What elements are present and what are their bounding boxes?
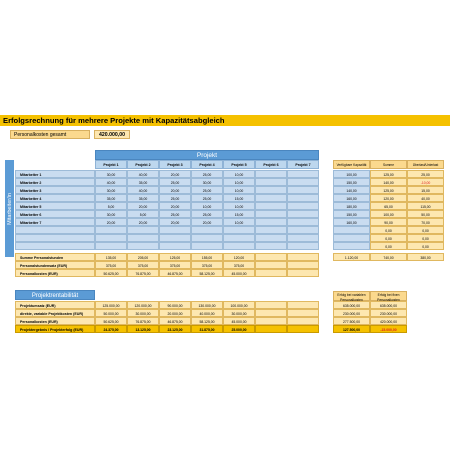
profit-value-cell[interactable]: 40.000,00 xyxy=(191,309,223,317)
employee-hours-cell[interactable] xyxy=(287,234,319,242)
profit-value-cell[interactable]: 20.000,00 xyxy=(159,309,191,317)
employee-hours-cell[interactable]: 5,00 xyxy=(127,210,159,218)
erfolg-variabel-cell: 127.500,00 xyxy=(333,325,370,333)
profit-value-cell[interactable]: 46.875,00 xyxy=(159,317,191,325)
employee-hours-cell[interactable]: 35,00 xyxy=(95,194,127,202)
profit-value-cell[interactable]: 50.000,00 xyxy=(95,309,127,317)
employee-hours-cell[interactable] xyxy=(287,210,319,218)
side-label-mitarbeiter xyxy=(5,160,14,257)
summary-value-cell: 375,00 xyxy=(191,261,223,269)
employee-name: Mitarbeiter 2 xyxy=(15,178,95,186)
overload-cell: 0,00 xyxy=(407,226,444,234)
employee-hours-cell[interactable]: 25,00 xyxy=(159,210,191,218)
capacity-cell[interactable]: 100,00 xyxy=(333,170,370,178)
employee-hours-cell[interactable]: 40,00 xyxy=(95,178,127,186)
sum-cell: 0,00 xyxy=(370,234,407,242)
personalkosten-value-cell[interactable]: 420.000,00 xyxy=(94,130,130,139)
overload-cell: 40,00 xyxy=(407,194,444,202)
employee-hours-cell[interactable]: 25,00 xyxy=(191,170,223,178)
erfolg-variabel-cell: 277.500,00 xyxy=(333,317,370,325)
employee-hours-cell[interactable] xyxy=(287,170,319,178)
summary-row-label: Personalkosten (EUR) xyxy=(15,269,95,277)
summary-value-cell: 46.875,00 xyxy=(159,269,191,277)
sum-cell: 0,00 xyxy=(370,226,407,234)
projektrentabilitaet-header: Projektrentabilität xyxy=(15,290,95,300)
profit-value-cell[interactable]: 125.000,00 xyxy=(95,301,127,309)
employee-hours-cell[interactable]: 20,00 xyxy=(159,218,191,226)
capacity-cell[interactable]: 160,00 xyxy=(333,194,370,202)
project-column-header: Projekt 3 xyxy=(159,160,191,169)
erfolg-variabel-cell: 635.000,00 xyxy=(333,301,370,309)
employee-hours-cell[interactable] xyxy=(255,170,287,178)
employee-hours-cell[interactable] xyxy=(255,186,287,194)
overload-cell: 0,00 xyxy=(407,234,444,242)
summary-value-cell: 375,00 xyxy=(159,261,191,269)
employee-hours-cell[interactable]: 20,00 xyxy=(159,186,191,194)
profit-value-cell[interactable]: 45.000,00 xyxy=(223,317,255,325)
employee-hours-cell[interactable] xyxy=(255,226,287,234)
profit-value-cell[interactable] xyxy=(287,309,319,317)
summary-value-cell: 50.625,00 xyxy=(95,269,127,277)
employee-hours-cell[interactable]: 20,00 xyxy=(95,218,127,226)
summary-value-cell: 375,00 xyxy=(127,261,159,269)
employee-hours-cell[interactable] xyxy=(159,234,191,242)
personalkosten-label: Personalkosten gesamt xyxy=(10,130,90,139)
profit-value-cell[interactable]: 58.125,00 xyxy=(191,317,223,325)
profit-value-cell[interactable] xyxy=(255,317,287,325)
employee-hours-cell[interactable] xyxy=(223,242,255,250)
employee-hours-cell[interactable] xyxy=(191,226,223,234)
employee-hours-cell[interactable] xyxy=(127,242,159,250)
profit-value-cell[interactable]: 130.000,00 xyxy=(191,301,223,309)
summary-value-cell: 76.875,00 xyxy=(127,269,159,277)
employee-hours-cell[interactable] xyxy=(255,202,287,210)
erfolg-fix-cell: -15.000,00 xyxy=(370,325,407,333)
profit-row-label: direkte, variable Projektkosten (EUR) xyxy=(15,309,95,317)
employee-name xyxy=(15,234,95,242)
total-diff-cell: 380,00 xyxy=(407,253,444,261)
summary-value-cell: 375,00 xyxy=(223,261,255,269)
summary-value-cell: 375,00 xyxy=(95,261,127,269)
employee-hours-cell[interactable] xyxy=(255,210,287,218)
employee-hours-cell[interactable] xyxy=(223,234,255,242)
capacity-cell[interactable]: 180,00 xyxy=(333,202,370,210)
employee-hours-cell[interactable] xyxy=(95,242,127,250)
summary-value-cell: 135,00 xyxy=(95,253,127,261)
summary-value-cell xyxy=(255,269,287,277)
overload-cell: 115,00 xyxy=(407,202,444,210)
profit-value-cell[interactable] xyxy=(287,317,319,325)
sum-cell: 0,00 xyxy=(370,242,407,250)
erfolg-fix-cell: 420.000,00 xyxy=(370,317,407,325)
summary-value-cell: 45.000,00 xyxy=(223,269,255,277)
employee-hours-cell[interactable]: 10,00 xyxy=(223,186,255,194)
overload-cell: 25,00 xyxy=(407,170,444,178)
employee-hours-cell[interactable] xyxy=(159,226,191,234)
overload-cell: 70,00 xyxy=(407,218,444,226)
employee-hours-cell[interactable]: 30,00 xyxy=(191,178,223,186)
employee-hours-cell[interactable]: 20,00 xyxy=(127,202,159,210)
employee-hours-cell[interactable] xyxy=(191,234,223,242)
verfuegbare-kapazitaet-header: Verfügbare Kapazität xyxy=(333,160,370,169)
employee-hours-cell[interactable] xyxy=(287,218,319,226)
employee-hours-cell[interactable] xyxy=(127,234,159,242)
profit-value-cell[interactable]: 100.000,00 xyxy=(223,301,255,309)
summary-value-cell xyxy=(287,253,319,261)
employee-hours-cell[interactable]: 15,00 xyxy=(223,194,255,202)
employee-hours-cell[interactable]: 10,00 xyxy=(223,178,255,186)
profit-value-cell[interactable] xyxy=(255,309,287,317)
employee-hours-cell[interactable]: 25,00 xyxy=(191,194,223,202)
erfolg-variabel-cell: 230.000,00 xyxy=(333,309,370,317)
employee-hours-cell[interactable]: 25,00 xyxy=(191,186,223,194)
employee-hours-cell[interactable] xyxy=(255,242,287,250)
capacity-cell[interactable]: 140,00 xyxy=(333,186,370,194)
sum-cell: 125,00 xyxy=(370,170,407,178)
employee-hours-cell[interactable]: 35,00 xyxy=(127,194,159,202)
projekt-header: Projekt xyxy=(95,150,319,160)
profit-row-label: Projektumsatz (EUR) xyxy=(15,301,95,309)
capacity-cell[interactable]: 150,00 xyxy=(333,210,370,218)
employee-hours-cell[interactable] xyxy=(287,186,319,194)
side-label-text: Mitarbeiter/in xyxy=(6,192,13,225)
profit-value-cell[interactable]: 90.000,00 xyxy=(159,301,191,309)
employee-hours-cell[interactable]: 10,00 xyxy=(223,218,255,226)
employee-hours-cell[interactable]: 35,00 xyxy=(127,178,159,186)
summary-row-label: Summe Personalstunden xyxy=(15,253,95,261)
profit-value-cell[interactable]: 30.000,00 xyxy=(223,309,255,317)
employee-hours-cell[interactable] xyxy=(287,194,319,202)
erfolg-variabel-header: Erfolg bei variablen Personalkosten xyxy=(333,291,370,301)
employee-hours-cell[interactable] xyxy=(287,202,319,210)
employee-hours-cell[interactable]: 25,00 xyxy=(159,178,191,186)
summary-value-cell: 205,00 xyxy=(127,253,159,261)
project-column-header: Projekt 7 xyxy=(287,160,319,169)
employee-hours-cell[interactable] xyxy=(255,194,287,202)
project-column-header: Projekt 5 xyxy=(223,160,255,169)
profit-value-cell[interactable]: 30.000,00 xyxy=(127,309,159,317)
summe-header: Summe xyxy=(370,160,407,169)
overload-cell: 0,00 xyxy=(407,242,444,250)
profit-value-cell[interactable]: 76.875,00 xyxy=(127,317,159,325)
profit-value-cell[interactable]: 23.125,00 xyxy=(159,325,191,333)
project-column-header: Projekt 1 xyxy=(95,160,127,169)
overload-cell: 50,00 xyxy=(407,210,444,218)
erfolg-fix-cell: 635.000,00 xyxy=(370,301,407,309)
summary-value-cell: 120,00 xyxy=(223,253,255,261)
employee-name xyxy=(15,242,95,250)
employee-hours-cell[interactable] xyxy=(95,226,127,234)
employee-hours-cell[interactable]: 40,00 xyxy=(127,186,159,194)
profit-value-cell[interactable] xyxy=(255,301,287,309)
summary-value-cell xyxy=(255,261,287,269)
employee-hours-cell[interactable]: 25,00 xyxy=(191,210,223,218)
capacity-cell[interactable]: 160,00 xyxy=(333,218,370,226)
employee-hours-cell[interactable] xyxy=(127,226,159,234)
employee-hours-cell[interactable] xyxy=(255,218,287,226)
employee-hours-cell[interactable]: 25,00 xyxy=(159,194,191,202)
employee-hours-cell[interactable] xyxy=(255,234,287,242)
employee-name: Mitarbeiter 6 xyxy=(15,210,95,218)
profit-value-cell[interactable]: 24.375,00 xyxy=(95,325,127,333)
profit-value-cell[interactable]: 13.125,00 xyxy=(127,325,159,333)
sum-cell: 125,00 xyxy=(370,186,407,194)
erfolg-fix-header: Erfolg bei fixen Personalkosten xyxy=(370,291,407,301)
employee-hours-cell[interactable] xyxy=(95,234,127,242)
employee-name: Mitarbeiter 5 xyxy=(15,202,95,210)
employee-hours-cell[interactable]: 10,00 xyxy=(223,170,255,178)
employee-name: Mitarbeiter 1 xyxy=(15,170,95,178)
total-sum-cell: 740,00 xyxy=(370,253,407,261)
summary-value-cell xyxy=(287,261,319,269)
total-capacity-cell: 1.120,00 xyxy=(333,253,370,261)
employee-hours-cell[interactable] xyxy=(255,178,287,186)
employee-name: Mitarbeiter 7 xyxy=(15,218,95,226)
employee-name xyxy=(15,226,95,234)
profit-value-cell[interactable]: 120.000,00 xyxy=(127,301,159,309)
overload-cell: 15,00 xyxy=(407,186,444,194)
employee-hours-cell[interactable] xyxy=(159,242,191,250)
summary-row-label: Personalstundensatz (EUR) xyxy=(15,261,95,269)
summary-value-cell: 125,00 xyxy=(159,253,191,261)
sum-cell: 140,00 xyxy=(370,178,407,186)
summary-value-cell: 155,00 xyxy=(191,253,223,261)
employee-hours-cell[interactable]: 20,00 xyxy=(127,218,159,226)
project-column-header: Projekt 4 xyxy=(191,160,223,169)
employee-hours-cell[interactable]: 5,00 xyxy=(95,202,127,210)
employee-hours-cell[interactable]: 10,00 xyxy=(191,202,223,210)
employee-hours-cell[interactable]: 30,00 xyxy=(95,170,127,178)
sum-cell: 100,00 xyxy=(370,210,407,218)
capacity-cell[interactable] xyxy=(333,234,370,242)
employee-hours-cell[interactable] xyxy=(223,226,255,234)
erfolg-fix-cell: 230.000,00 xyxy=(370,309,407,317)
employee-hours-cell[interactable] xyxy=(287,178,319,186)
sum-cell: 120,00 xyxy=(370,194,407,202)
overload-cell: -10,00 xyxy=(407,178,444,186)
employee-hours-cell[interactable] xyxy=(191,242,223,250)
profit-row-label: Projektergebnis / Projekterfolg (EUR) xyxy=(15,325,95,333)
capacity-cell[interactable]: 150,00 xyxy=(333,178,370,186)
employee-hours-cell[interactable]: 20,00 xyxy=(191,218,223,226)
profit-value-cell[interactable]: 25.000,00 xyxy=(223,325,255,333)
employee-hours-cell[interactable]: 30,00 xyxy=(95,186,127,194)
sum-cell: 65,00 xyxy=(370,202,407,210)
employee-hours-cell[interactable]: 10,00 xyxy=(223,202,255,210)
profit-value-cell[interactable] xyxy=(255,325,287,333)
profit-value-cell[interactable] xyxy=(287,325,319,333)
employee-hours-cell[interactable]: 40,00 xyxy=(127,170,159,178)
profit-value-cell[interactable]: 50.625,00 xyxy=(95,317,127,325)
profit-value-cell[interactable]: 31.875,00 xyxy=(191,325,223,333)
summary-value-cell: 58.125,00 xyxy=(191,269,223,277)
capacity-cell[interactable] xyxy=(333,226,370,234)
sheet-title: Erfolgsrechnung für mehrere Projekte mit Kapazitätsabgleich xyxy=(0,115,450,126)
employee-hours-cell[interactable]: 15,00 xyxy=(223,210,255,218)
summary-value-cell xyxy=(255,253,287,261)
summary-value-cell xyxy=(287,269,319,277)
employee-hours-cell[interactable]: 20,00 xyxy=(159,170,191,178)
sum-cell: 90,00 xyxy=(370,218,407,226)
capacity-cell[interactable] xyxy=(333,242,370,250)
employee-hours-cell[interactable] xyxy=(287,242,319,250)
project-column-header: Projekt 6 xyxy=(255,160,287,169)
employee-hours-cell[interactable] xyxy=(287,226,319,234)
employee-name: Mitarbeiter 3 xyxy=(15,186,95,194)
employee-name: Mitarbeiter 4 xyxy=(15,194,95,202)
profit-row-label: Personalkosten (EUR) xyxy=(15,317,95,325)
employee-hours-cell[interactable]: 20,00 xyxy=(159,202,191,210)
profit-value-cell[interactable] xyxy=(287,301,319,309)
project-column-header: Projekt 2 xyxy=(127,160,159,169)
employee-hours-cell[interactable]: 30,00 xyxy=(95,210,127,218)
ueberlast-unterlast-header: Überlast/Unterlast xyxy=(407,160,444,169)
